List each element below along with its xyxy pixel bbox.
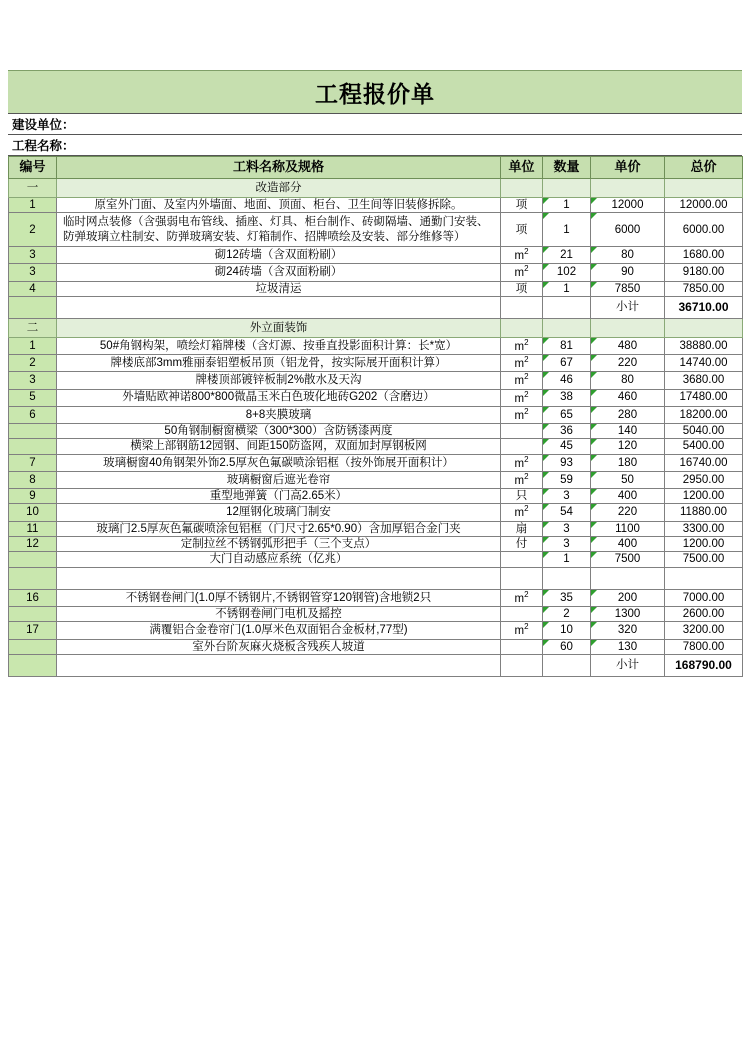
row-item-name: 牌楼顶部镀锌板制2%散水及天沟 — [57, 372, 501, 389]
row-unit-price: 7850 — [591, 281, 665, 296]
row-no: 7 — [9, 454, 57, 471]
row-quantity: 81 — [543, 337, 591, 354]
error-flag-icon — [543, 355, 549, 361]
row-unit-price: 120 — [591, 439, 665, 454]
table-row — [9, 622, 743, 639]
row-no: 12 — [9, 537, 57, 552]
error-flag-icon — [591, 213, 597, 219]
row-quantity: 3 — [543, 537, 591, 552]
row-no: 1 — [9, 198, 57, 213]
row-total: 7850.00 — [665, 281, 743, 296]
row-total: 6000.00 — [665, 213, 743, 247]
row-total: 2950.00 — [665, 471, 743, 488]
row-unit-price: 220 — [591, 504, 665, 521]
row-quantity: 1 — [543, 281, 591, 296]
row-quantity: 3 — [543, 521, 591, 536]
row-quantity: 21 — [543, 247, 591, 264]
row-unit: $m^2$ — [501, 264, 543, 281]
table-row — [9, 264, 743, 281]
row-unit: 付 — [501, 537, 543, 552]
row-no: 16 — [9, 589, 57, 606]
row-unit-price: 80 — [591, 247, 665, 264]
table-row — [9, 567, 743, 589]
row-total: 7800.00 — [665, 639, 743, 654]
row-unit — [501, 606, 543, 621]
error-flag-icon — [543, 504, 549, 510]
row-unit-price — [591, 567, 665, 589]
row-total: 17480.00 — [665, 389, 743, 406]
row-unit-price: 180 — [591, 454, 665, 471]
row-item-name: 定制拉丝不锈钢弧形把手（三个支点） — [57, 537, 501, 552]
row-unit-price: 200 — [591, 589, 665, 606]
error-flag-icon — [591, 489, 597, 495]
section-index: 二 — [9, 318, 57, 337]
column-header-price: 单价 — [591, 157, 665, 179]
row-total: 5040.00 — [665, 423, 743, 438]
row-no — [9, 639, 57, 654]
error-flag-icon — [543, 372, 549, 378]
row-unit-price: 220 — [591, 355, 665, 372]
info-fields-group — [0, 114, 750, 156]
row-item-name: 横梁上部钢筋12园钢、间距150防盗网，双面加封厚钢板网 — [57, 439, 501, 454]
row-unit-price: 140 — [591, 423, 665, 438]
error-flag-icon — [543, 247, 549, 253]
row-quantity: 10 — [543, 622, 591, 639]
section-unit-blank — [501, 318, 543, 337]
row-quantity: 38 — [543, 389, 591, 406]
error-flag-icon — [591, 455, 597, 461]
row-no: 11 — [9, 521, 57, 536]
row-quantity: 1 — [543, 198, 591, 213]
subtotal-no-blank — [9, 654, 57, 676]
subtotal-label: 小计 — [591, 296, 665, 318]
row-quantity: 3 — [543, 489, 591, 504]
row-unit-price: 400 — [591, 537, 665, 552]
row-no — [9, 567, 57, 589]
row-total: 1680.00 — [665, 247, 743, 264]
row-no — [9, 423, 57, 438]
section-qty-blank — [543, 179, 591, 198]
row-unit: 项 — [501, 198, 543, 213]
error-flag-icon — [543, 264, 549, 270]
row-quantity: 35 — [543, 589, 591, 606]
quotation-table — [8, 156, 743, 677]
row-unit — [501, 423, 543, 438]
error-flag-icon — [591, 622, 597, 628]
row-unit: $m^2$ — [501, 372, 543, 389]
error-flag-icon — [543, 407, 549, 413]
row-no: 4 — [9, 281, 57, 296]
row-unit — [501, 567, 543, 589]
table-row — [9, 406, 743, 423]
row-unit: $m^2$ — [501, 355, 543, 372]
error-flag-icon — [543, 489, 549, 495]
row-item-name: 砌24砖墙（含双面粉刷） — [57, 264, 501, 281]
table-row — [9, 537, 743, 552]
table-row — [9, 489, 743, 504]
error-flag-icon — [591, 338, 597, 344]
row-no — [9, 606, 57, 621]
row-item-name: 重型地弹簧（门高2.65米） — [57, 489, 501, 504]
row-unit: 只 — [501, 489, 543, 504]
row-item-name: 原室外门面、及室内外墙面、地面、顶面、柜台、卫生间等旧装修拆除。 — [57, 198, 501, 213]
row-no — [9, 552, 57, 567]
table-row — [9, 372, 743, 389]
row-no: 6 — [9, 406, 57, 423]
error-flag-icon — [591, 198, 597, 204]
section-price-blank — [591, 318, 665, 337]
row-item-name: 室外台阶灰麻火烧板含残疾人坡道 — [57, 639, 501, 654]
error-flag-icon — [591, 247, 597, 253]
table-row — [9, 639, 743, 654]
row-unit-price: 320 — [591, 622, 665, 639]
table-row — [9, 213, 743, 247]
table-row — [9, 389, 743, 406]
row-unit-price: 6000 — [591, 213, 665, 247]
error-flag-icon — [591, 355, 597, 361]
info-row-1 — [8, 135, 742, 156]
row-total — [665, 567, 743, 589]
row-quantity: 60 — [543, 639, 591, 654]
row-item-name: 牌楼底部3mm雅丽泰铝塑板吊顶（铝龙骨，按实际展开面积计算） — [57, 355, 501, 372]
row-no: 2 — [9, 355, 57, 372]
row-unit-price: 480 — [591, 337, 665, 354]
row-unit-price: 130 — [591, 639, 665, 654]
row-unit: 扇 — [501, 521, 543, 536]
row-quantity: 36 — [543, 423, 591, 438]
section-total-blank — [665, 179, 743, 198]
section-header-row — [9, 179, 743, 198]
row-unit: $m^2$ — [501, 337, 543, 354]
row-total: 14740.00 — [665, 355, 743, 372]
row-no: 3 — [9, 372, 57, 389]
row-total: 2600.00 — [665, 606, 743, 621]
row-unit: $m^2$ — [501, 454, 543, 471]
table-row — [9, 589, 743, 606]
row-no: 9 — [9, 489, 57, 504]
row-unit-price: 280 — [591, 406, 665, 423]
row-quantity: 102 — [543, 264, 591, 281]
row-unit: $m^2$ — [501, 406, 543, 423]
row-total: 3300.00 — [665, 521, 743, 536]
row-no: 1 — [9, 337, 57, 354]
subtotal-value: 168790.00 — [665, 654, 743, 676]
error-flag-icon — [591, 472, 597, 478]
section-name: 改造部分 — [57, 179, 501, 198]
row-quantity: 1 — [543, 213, 591, 247]
column-header-total: 总价 — [665, 157, 743, 179]
row-unit: $m^2$ — [501, 504, 543, 521]
table-row — [9, 606, 743, 621]
row-item-name: 垃圾清运 — [57, 281, 501, 296]
row-quantity: 93 — [543, 454, 591, 471]
row-no: 10 — [9, 504, 57, 521]
row-total: 7500.00 — [665, 552, 743, 567]
row-no — [9, 439, 57, 454]
error-flag-icon — [591, 264, 597, 270]
error-flag-icon — [591, 390, 597, 396]
error-flag-icon — [543, 472, 549, 478]
subtotal-qty-blank — [543, 654, 591, 676]
row-unit-price: 90 — [591, 264, 665, 281]
row-unit-price: 50 — [591, 471, 665, 488]
table-row — [9, 281, 743, 296]
row-unit-price: 7500 — [591, 552, 665, 567]
row-unit — [501, 552, 543, 567]
subtotal-value: 36710.00 — [665, 296, 743, 318]
error-flag-icon — [543, 282, 549, 288]
row-unit: 项 — [501, 281, 543, 296]
row-unit: $m^2$ — [501, 622, 543, 639]
error-flag-icon — [591, 504, 597, 510]
row-item-name: 8+8夹膜玻璃 — [57, 406, 501, 423]
error-flag-icon — [591, 424, 597, 430]
subtotal-row — [9, 654, 743, 676]
row-quantity — [543, 567, 591, 589]
column-header-name: 工料名称及规格 — [57, 157, 501, 179]
row-item-name: 50#角钢构架，喷绘灯箱牌楼（含灯源、按垂直投影面积计算：长*宽） — [57, 337, 501, 354]
subtotal-name-blank — [57, 654, 501, 676]
subtotal-name-blank — [57, 296, 501, 318]
row-item-name: 砌12砖墙（含双面粉刷） — [57, 247, 501, 264]
table-header-row — [9, 157, 743, 179]
row-unit: 项 — [501, 213, 543, 247]
row-item-name: 不锈钢卷闸门电机及摇控 — [57, 606, 501, 621]
table-row — [9, 198, 743, 213]
error-flag-icon — [543, 640, 549, 646]
error-flag-icon — [543, 522, 549, 528]
row-total: 5400.00 — [665, 439, 743, 454]
row-total: 16740.00 — [665, 454, 743, 471]
table-row — [9, 471, 743, 488]
section-index: 一 — [9, 179, 57, 198]
info-label: 工程名称： — [12, 139, 75, 153]
row-no: 5 — [9, 389, 57, 406]
error-flag-icon — [543, 439, 549, 445]
table-row — [9, 454, 743, 471]
error-flag-icon — [543, 455, 549, 461]
table-body — [9, 179, 743, 677]
section-qty-blank — [543, 318, 591, 337]
table-row — [9, 247, 743, 264]
error-flag-icon — [591, 372, 597, 378]
row-total: 3680.00 — [665, 372, 743, 389]
row-item-name: 12厘钢化玻璃门制安 — [57, 504, 501, 521]
error-flag-icon — [591, 407, 597, 413]
row-total: 11880.00 — [665, 504, 743, 521]
error-flag-icon — [543, 590, 549, 596]
error-flag-icon — [543, 552, 549, 558]
error-flag-icon — [591, 640, 597, 646]
table-row — [9, 355, 743, 372]
section-total-blank — [665, 318, 743, 337]
row-unit-price: 400 — [591, 489, 665, 504]
row-no: 2 — [9, 213, 57, 247]
section-header-row — [9, 318, 743, 337]
info-row-0 — [8, 114, 742, 135]
row-quantity: 45 — [543, 439, 591, 454]
error-flag-icon — [543, 622, 549, 628]
row-no: 3 — [9, 264, 57, 281]
error-flag-icon — [591, 522, 597, 528]
subtotal-unit-blank — [501, 296, 543, 318]
row-item-name: 玻璃橱窗后遮光卷帘 — [57, 471, 501, 488]
row-quantity: 65 — [543, 406, 591, 423]
subtotal-qty-blank — [543, 296, 591, 318]
table-row — [9, 439, 743, 454]
row-unit-price: 12000 — [591, 198, 665, 213]
row-unit-price: 460 — [591, 389, 665, 406]
table-row — [9, 337, 743, 354]
row-item-name: 玻璃门2.5厚灰色氟碳喷涂包铝框（门尺寸2.65*0.90）含加厚铝合金门夹 — [57, 521, 501, 536]
row-unit: $m^2$ — [501, 389, 543, 406]
info-label: 建设单位： — [12, 118, 75, 132]
error-flag-icon — [543, 338, 549, 344]
row-quantity: 54 — [543, 504, 591, 521]
row-quantity: 2 — [543, 606, 591, 621]
row-no: 17 — [9, 622, 57, 639]
row-total: 18200.00 — [665, 406, 743, 423]
row-total: 9180.00 — [665, 264, 743, 281]
table-row — [9, 504, 743, 521]
row-item-name: 不锈钢卷闸门(1.0厚不锈钢片,不锈钢管穿120钢管)含地锁2只 — [57, 589, 501, 606]
section-price-blank — [591, 179, 665, 198]
error-flag-icon — [543, 213, 549, 219]
table-row — [9, 423, 743, 438]
table-row — [9, 521, 743, 536]
top-spacer — [0, 0, 750, 70]
row-unit-price: 1300 — [591, 606, 665, 621]
row-item-name — [57, 567, 501, 589]
error-flag-icon — [591, 439, 597, 445]
error-flag-icon — [543, 537, 549, 543]
error-flag-icon — [543, 424, 549, 430]
subtotal-label: 小计 — [591, 654, 665, 676]
document-title-band — [8, 70, 742, 114]
row-item-name: 外墙贴欧神诺800*800微晶玉米白色玻化地砖G202（含磨边） — [57, 389, 501, 406]
subtotal-no-blank — [9, 296, 57, 318]
row-item-name: 玻璃橱窗40角钢架外饰2.5厚灰色氟碳喷涂铝框（按外饰展开面积计） — [57, 454, 501, 471]
error-flag-icon — [591, 537, 597, 543]
subtotal-unit-blank — [501, 654, 543, 676]
row-total: 3200.00 — [665, 622, 743, 639]
row-total: 38880.00 — [665, 337, 743, 354]
row-quantity: 1 — [543, 552, 591, 567]
error-flag-icon — [543, 198, 549, 204]
row-no: 8 — [9, 471, 57, 488]
row-total: 7000.00 — [665, 589, 743, 606]
column-header-no: 编号 — [9, 157, 57, 179]
row-total: 1200.00 — [665, 489, 743, 504]
section-unit-blank — [501, 179, 543, 198]
column-header-unit: 单位 — [501, 157, 543, 179]
row-quantity: 59 — [543, 471, 591, 488]
error-flag-icon — [543, 607, 549, 613]
error-flag-icon — [591, 282, 597, 288]
subtotal-row — [9, 296, 743, 318]
row-unit — [501, 439, 543, 454]
section-name: 外立面装饰 — [57, 318, 501, 337]
error-flag-icon — [591, 552, 597, 558]
row-quantity: 67 — [543, 355, 591, 372]
page-title: 工程报价单 — [315, 80, 435, 107]
row-quantity: 46 — [543, 372, 591, 389]
row-total: 12000.00 — [665, 198, 743, 213]
row-item-name: 大门自动感应系统（亿兆） — [57, 552, 501, 567]
row-no: 3 — [9, 247, 57, 264]
row-total: 1200.00 — [665, 537, 743, 552]
column-header-qty: 数量 — [543, 157, 591, 179]
row-unit: $m^2$ — [501, 247, 543, 264]
row-unit: $m^2$ — [501, 589, 543, 606]
row-unit — [501, 639, 543, 654]
row-item-name: 50角钢制橱窗横梁（300*300）含防锈漆两度 — [57, 423, 501, 438]
table-row — [9, 552, 743, 567]
row-item-name: 临时网点装修（含强弱电布管线、插座、灯具、柜台制作、砖砌隔墙、通勤门安装、防弹玻璃立柱制安、防弹玻璃安装、灯箱制作、招牌喷绘及安装、部分维修等） — [57, 213, 501, 247]
row-unit-price: 80 — [591, 372, 665, 389]
error-flag-icon — [591, 590, 597, 596]
error-flag-icon — [543, 390, 549, 396]
error-flag-icon — [591, 607, 597, 613]
row-item-name: 满覆铝合金卷帘门(1.0厚米色双面铝合金板材,77型) — [57, 622, 501, 639]
row-unit: $m^2$ — [501, 471, 543, 488]
row-unit-price: 1100 — [591, 521, 665, 536]
